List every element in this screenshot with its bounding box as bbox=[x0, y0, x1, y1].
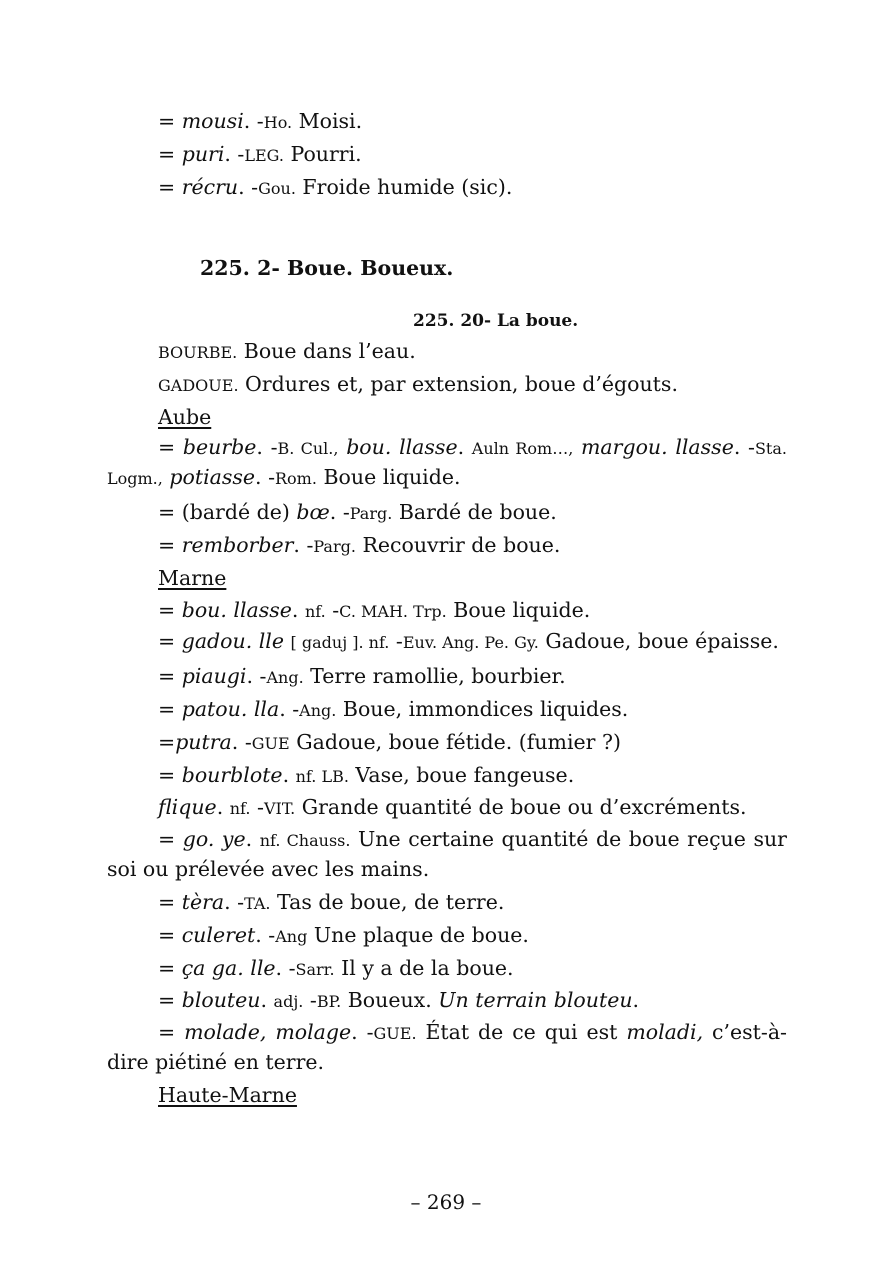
entry-cagalle: = ça ga. lle. -Sarr. Il y a de la boue. bbox=[158, 955, 514, 980]
dictionary-entries bbox=[107, 106, 787, 1107]
entry-mousi: = mousi. -Ho. Moisi. bbox=[158, 109, 363, 133]
entry-tera: = tèra. -TA. Tas de boue, de terre. bbox=[158, 889, 505, 914]
entry-puri: = puri. -LEG. Pourri. bbox=[158, 141, 362, 166]
entry-putra: =putra. -GUE Gadoue, boue fétide. (fumier ?) bbox=[158, 729, 621, 754]
entry-gadoue: GADOUE. Ordures et, par extension, boue d’égouts. bbox=[158, 371, 678, 396]
entry-culeret: = culeret. -Ang Une plaque de boue. bbox=[158, 922, 529, 947]
section-heading: 225. 2- Boue. Boueux. bbox=[200, 256, 454, 280]
entry-boullasse: = bou. llasse. nf. -C. MAH. Trp. Boue liquide. bbox=[158, 597, 591, 622]
entry-bourblote: = bourblote. nf. LB. Vase, boue fangeuse. bbox=[158, 762, 575, 787]
entry-patoulla: = patou. lla. -Ang. Boue, immondices liquides. bbox=[158, 696, 629, 721]
entry-gadoulle: = gadou. lle [ gaduj ]. nf. -Euv. Ang. Pe. Gy. Gadoue, boue épaisse. bbox=[158, 629, 779, 654]
entry-beurbe: = beurbe. -B. Cul., bou. llasse. Auln Rom…, margou. llasse. -Sta. Logm., potiasse. -Rom. Boue liquide. bbox=[107, 435, 787, 490]
entry-barde: = (bardé de) bœ. -Parg. Bardé de boue. bbox=[158, 500, 557, 525]
region-haute-marne: Haute-Marne bbox=[158, 1082, 297, 1107]
entry-piaugi: = piaugi. -Ang. Terre ramollie, bourbier. bbox=[158, 664, 566, 689]
region-aube: Aube bbox=[158, 404, 212, 429]
page-number: – 269 – bbox=[410, 1190, 482, 1214]
entry-flique: flique. nf. -VIT. Grande quantité de boue ou d’excréments. bbox=[158, 795, 747, 820]
entry-blouteu: = blouteu. adj. -BP. Boueux. Un terrain blouteu. bbox=[158, 988, 640, 1013]
entry-bourbe: BOURBE. Boue dans l’eau. bbox=[158, 339, 416, 363]
region-marne: Marne bbox=[158, 565, 227, 590]
entries-main bbox=[107, 336, 787, 1112]
entry-goye: = go. ye. nf. Chauss. Une certaine quantité de boue reçue sur soi ou prélevée avec les mains. bbox=[107, 827, 787, 882]
entry-recru: = récru. -Gou. Froide humide (sic). bbox=[158, 174, 513, 199]
entry-molade: = molade, molage. -GUE. État de ce qui est moladi, c’est-à-dire piétiné en terre. bbox=[107, 1020, 787, 1075]
subsection-heading: 225. 20- La boue. bbox=[413, 311, 579, 331]
entry-remborber: = remborber. -Parg. Recouvrir de boue. bbox=[158, 532, 561, 557]
entries-top bbox=[107, 106, 787, 204]
